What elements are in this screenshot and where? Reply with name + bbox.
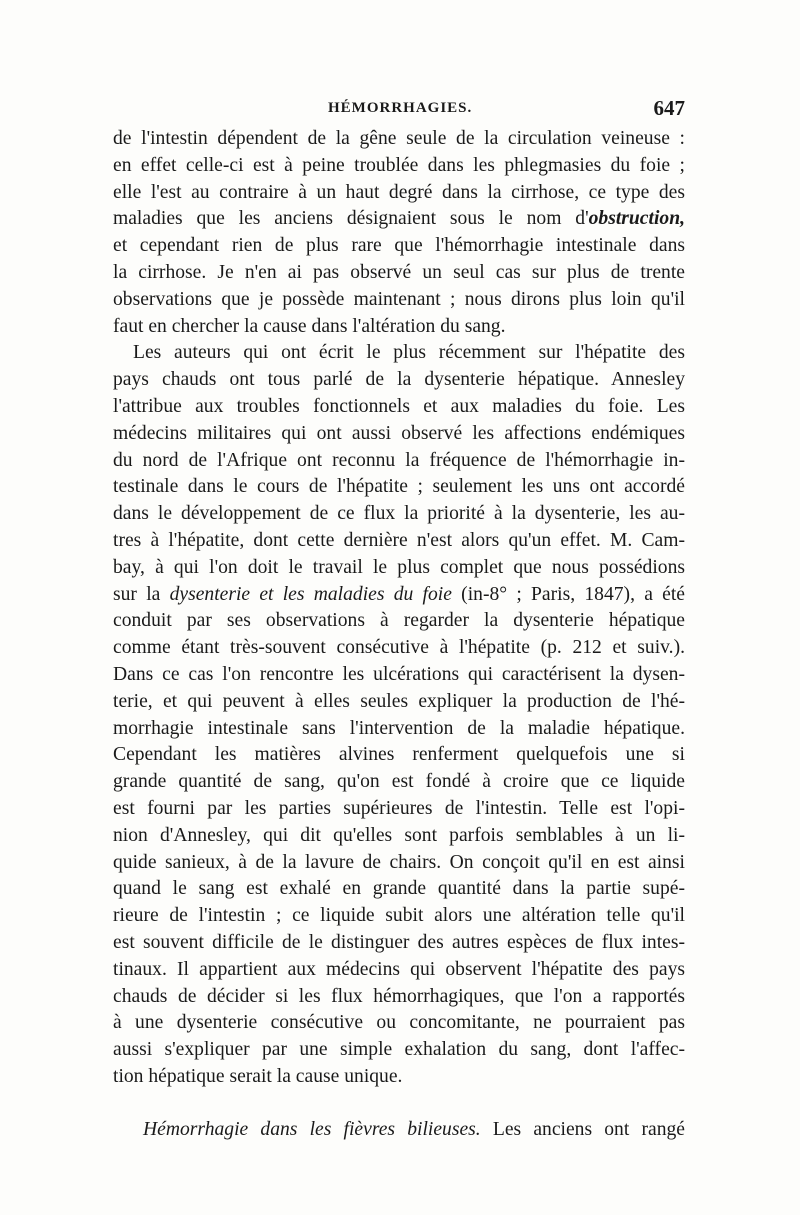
text-line (113, 206, 685, 233)
text-line: nion d'Annesley, qui dit qu'elles sont parfois semblables à un li- (113, 824, 685, 846)
text-line: quand le sang est exhalé en grande quantité dans la partie supé- (113, 878, 685, 900)
text-segment: sur la (113, 583, 170, 605)
text-line: conduit par ses observations à regarder la dysenterie hépatique (113, 610, 685, 632)
running-title: HÉMORRHAGIES. (328, 100, 473, 116)
text-line: pays chauds ont tous parlé de la dysenterie hépatique. Annesley (113, 369, 685, 391)
text-line: morrhagie intestinale sans l'intervention de la maladie hépatique. (113, 717, 685, 739)
text-line: est fourni par les parties supérieures de l'intestin. Telle est l'opi- (113, 797, 685, 819)
text-line: à une dysenterie consécutive ou concomitante, ne pourraient pas (113, 1012, 685, 1034)
text-line: tinaux. Il appartient aux médecins qui observent l'hépatite des pays (113, 958, 685, 980)
text-line: dans le développement de ce flux la priorité à la dysenterie, les au- (113, 503, 685, 525)
text-segment: maladies que les anciens désignaient sous le nom d' (113, 208, 589, 230)
text-line: est souvent difficile de le distinguer des autres espèces de flux intes- (113, 931, 685, 953)
text-line: bay, à qui l'on doit le travail le plus complet que nous possédions (113, 556, 685, 578)
text-line: médecins militaires qui ont aussi observé les affections endémiques (113, 422, 685, 444)
text-line: testinale dans le cours de l'hépatite ; seulement les uns ont accordé (113, 476, 685, 498)
text-line: rieure de l'intestin ; ce liquide subit alors une altération telle qu'il (113, 905, 685, 927)
section-gap (113, 1091, 685, 1117)
text-line: aussi s'expliquer par une simple exhalation du sang, dont l'affec- (113, 1039, 685, 1061)
text-line: quide sanieux, à de la lavure de chairs. On conçoit qu'il en est ainsi (113, 851, 685, 873)
text-segment: Les anciens ont rangé (480, 1118, 685, 1140)
text-line: l'attribue aux troubles fonctionnels et aux maladies du foie. Les (113, 395, 685, 417)
text-line: terie, et qui peuvent à elles seules expliquer la production de l'hé- (113, 690, 685, 712)
text-line (113, 1117, 685, 1144)
text-line: comme étant très-souvent consécutive à l'hépatite (p. 212 et suiv.). (113, 637, 685, 659)
italic-term: obstruction, (588, 208, 685, 230)
running-head (113, 96, 685, 120)
body-text (113, 126, 685, 1143)
text-line: tres à l'hépatite, dont cette dernière n'est alors qu'un effet. M. Cam- (113, 529, 685, 551)
book-title: dysenterie et les maladies du foie (169, 583, 452, 605)
text-line: et cependant rien de plus rare que l'hémorrhagie intestinale dans (113, 235, 685, 257)
text-line: chauds de décider si les flux hémorrhagiques, que l'on a rapportés (113, 985, 685, 1007)
page-number: 647 (653, 96, 685, 120)
text-line: tion hépatique serait la cause unique. (113, 1065, 403, 1087)
text-line: faut en chercher la cause dans l'altération du sang. (113, 315, 506, 337)
text-line: la cirrhose. Je n'en ai pas observé un seul cas sur plus de trente (113, 261, 685, 283)
text-line: de l'intestin dépendent de la gêne seule de la circulation veineuse : (113, 128, 685, 149)
text-line: Cependant les matières alvines renferment quelquefois une si (113, 744, 685, 766)
section-heading: Hémorrhagie dans les fièvres bilieuses. (143, 1118, 481, 1140)
text-line: observations que je possède maintenant ; nous dirons plus loin qu'il (113, 288, 685, 310)
text-line: Les auteurs qui ont écrit le plus récemment sur l'hépatite des (133, 342, 685, 364)
text-segment: (in-8° ; Paris, 1847), a été (451, 583, 685, 605)
text-line: grande quantité de sang, qu'on est fondé à croire que ce liquide (113, 771, 685, 793)
text-line (113, 582, 685, 609)
text-line: elle l'est au contraire à un haut degré dans la cirrhose, ce type des (113, 181, 685, 203)
text-line: du nord de l'Afrique ont reconnu la fréquence de l'hémorrhagie in- (113, 449, 685, 471)
text-line: Dans ce cas l'on rencontre les ulcérations qui caractérisent la dysen- (113, 663, 685, 685)
text-line: en effet celle-ci est à peine troublée dans les phlegmasies du foie ; (113, 154, 685, 176)
